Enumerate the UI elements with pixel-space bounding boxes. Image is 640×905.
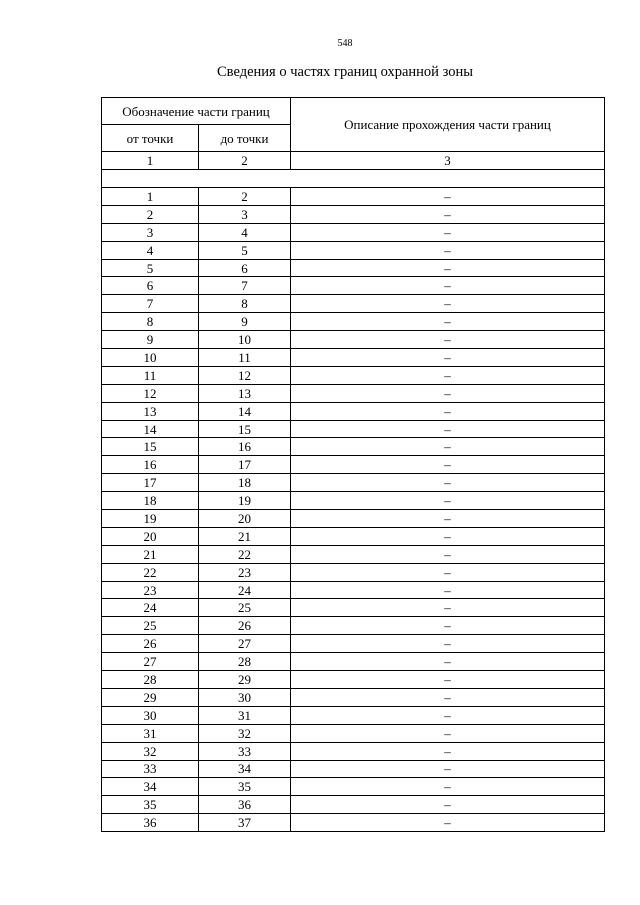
description-cell: – bbox=[291, 653, 605, 671]
header-from-point: от точки bbox=[102, 125, 199, 152]
table-row bbox=[102, 402, 605, 420]
table-row bbox=[102, 599, 605, 617]
table-row bbox=[102, 474, 605, 492]
to-point-cell: 33 bbox=[199, 742, 291, 760]
to-point-cell: 36 bbox=[199, 796, 291, 814]
to-point-cell: 22 bbox=[199, 545, 291, 563]
to-point-cell: 34 bbox=[199, 760, 291, 778]
description-cell: – bbox=[291, 599, 605, 617]
description-cell: – bbox=[291, 259, 605, 277]
from-point-cell: 16 bbox=[102, 456, 199, 474]
table-row bbox=[102, 313, 605, 331]
table-row bbox=[102, 205, 605, 223]
to-point-cell: 31 bbox=[199, 706, 291, 724]
description-cell: – bbox=[291, 349, 605, 367]
description-cell: – bbox=[291, 277, 605, 295]
from-point-cell: 34 bbox=[102, 778, 199, 796]
from-point-cell: 18 bbox=[102, 492, 199, 510]
table-row bbox=[102, 492, 605, 510]
table-row bbox=[102, 688, 605, 706]
table-row bbox=[102, 760, 605, 778]
to-point-cell: 11 bbox=[199, 349, 291, 367]
from-point-cell: 31 bbox=[102, 724, 199, 742]
section-row bbox=[102, 170, 605, 188]
description-cell: – bbox=[291, 742, 605, 760]
description-cell: – bbox=[291, 563, 605, 581]
from-point-cell: 9 bbox=[102, 331, 199, 349]
from-point-cell: 23 bbox=[102, 581, 199, 599]
from-point-cell: 30 bbox=[102, 706, 199, 724]
from-point-cell: 13 bbox=[102, 402, 199, 420]
from-point-cell: 4 bbox=[102, 241, 199, 259]
column-number: 2 bbox=[199, 152, 291, 170]
description-cell: – bbox=[291, 796, 605, 814]
from-point-cell: 1 bbox=[102, 188, 199, 206]
table-row bbox=[102, 563, 605, 581]
table-row bbox=[102, 223, 605, 241]
description-cell: – bbox=[291, 438, 605, 456]
to-point-cell: 7 bbox=[199, 277, 291, 295]
description-cell: – bbox=[291, 474, 605, 492]
table-row bbox=[102, 778, 605, 796]
table-row bbox=[102, 706, 605, 724]
to-point-cell: 9 bbox=[199, 313, 291, 331]
table-row bbox=[102, 545, 605, 563]
table-row bbox=[102, 188, 605, 206]
from-point-cell: 32 bbox=[102, 742, 199, 760]
from-point-cell: 12 bbox=[102, 384, 199, 402]
to-point-cell: 20 bbox=[199, 510, 291, 528]
header-to-point: до точки bbox=[199, 125, 291, 152]
description-cell: – bbox=[291, 402, 605, 420]
page-number: 548 bbox=[337, 38, 353, 49]
to-point-cell: 37 bbox=[199, 814, 291, 832]
to-point-cell: 19 bbox=[199, 492, 291, 510]
description-cell: – bbox=[291, 420, 605, 438]
to-point-cell: 32 bbox=[199, 724, 291, 742]
from-point-cell: 10 bbox=[102, 349, 199, 367]
from-point-cell: 6 bbox=[102, 277, 199, 295]
table-row bbox=[102, 259, 605, 277]
to-point-cell: 15 bbox=[199, 420, 291, 438]
description-cell: – bbox=[291, 188, 605, 206]
to-point-cell: 14 bbox=[199, 402, 291, 420]
to-point-cell: 29 bbox=[199, 671, 291, 689]
table-row bbox=[102, 331, 605, 349]
description-cell: – bbox=[291, 331, 605, 349]
to-point-cell: 30 bbox=[199, 688, 291, 706]
table-row bbox=[102, 241, 605, 259]
from-point-cell: 25 bbox=[102, 617, 199, 635]
to-point-cell: 17 bbox=[199, 456, 291, 474]
to-point-cell: 25 bbox=[199, 599, 291, 617]
to-point-cell: 23 bbox=[199, 563, 291, 581]
from-point-cell: 28 bbox=[102, 671, 199, 689]
to-point-cell: 18 bbox=[199, 474, 291, 492]
header-row bbox=[102, 98, 605, 125]
description-cell: – bbox=[291, 527, 605, 545]
to-point-cell: 5 bbox=[199, 241, 291, 259]
from-point-cell: 29 bbox=[102, 688, 199, 706]
from-point-cell: 20 bbox=[102, 527, 199, 545]
table-row bbox=[102, 527, 605, 545]
table-row bbox=[102, 384, 605, 402]
from-point-cell: 27 bbox=[102, 653, 199, 671]
from-point-cell: 17 bbox=[102, 474, 199, 492]
to-point-cell: 26 bbox=[199, 617, 291, 635]
from-point-cell: 11 bbox=[102, 366, 199, 384]
from-point-cell: 24 bbox=[102, 599, 199, 617]
table-row bbox=[102, 742, 605, 760]
description-cell: – bbox=[291, 205, 605, 223]
table-row bbox=[102, 295, 605, 313]
to-point-cell: 8 bbox=[199, 295, 291, 313]
table-row bbox=[102, 366, 605, 384]
description-cell: – bbox=[291, 724, 605, 742]
table-row bbox=[102, 635, 605, 653]
column-number: 3 bbox=[291, 152, 605, 170]
column-number: 1 bbox=[102, 152, 199, 170]
from-point-cell: 21 bbox=[102, 545, 199, 563]
to-point-cell: 21 bbox=[199, 527, 291, 545]
description-cell: – bbox=[291, 778, 605, 796]
from-point-cell: 22 bbox=[102, 563, 199, 581]
description-cell: – bbox=[291, 492, 605, 510]
table-row bbox=[102, 277, 605, 295]
description-cell: – bbox=[291, 384, 605, 402]
table-row bbox=[102, 349, 605, 367]
table-row bbox=[102, 438, 605, 456]
description-cell: – bbox=[291, 295, 605, 313]
to-point-cell: 4 bbox=[199, 223, 291, 241]
description-cell: – bbox=[291, 688, 605, 706]
from-point-cell: 19 bbox=[102, 510, 199, 528]
table-row bbox=[102, 510, 605, 528]
from-point-cell: 15 bbox=[102, 438, 199, 456]
table-row bbox=[102, 671, 605, 689]
description-cell: – bbox=[291, 581, 605, 599]
description-cell: – bbox=[291, 313, 605, 331]
to-point-cell: 13 bbox=[199, 384, 291, 402]
to-point-cell: 16 bbox=[199, 438, 291, 456]
description-cell: – bbox=[291, 366, 605, 384]
description-cell: – bbox=[291, 760, 605, 778]
from-point-cell: 5 bbox=[102, 259, 199, 277]
to-point-cell: 27 bbox=[199, 635, 291, 653]
description-cell: – bbox=[291, 510, 605, 528]
from-point-cell: 3 bbox=[102, 223, 199, 241]
from-point-cell: 2 bbox=[102, 205, 199, 223]
table-row bbox=[102, 456, 605, 474]
to-point-cell: 35 bbox=[199, 778, 291, 796]
description-cell: – bbox=[291, 814, 605, 832]
document-title: Сведения о частях границ охранной зоны bbox=[217, 64, 473, 80]
section-label bbox=[102, 170, 605, 188]
from-point-cell: 33 bbox=[102, 760, 199, 778]
description-cell: – bbox=[291, 617, 605, 635]
table-row bbox=[102, 420, 605, 438]
to-point-cell: 6 bbox=[199, 259, 291, 277]
description-cell: – bbox=[291, 545, 605, 563]
description-cell: – bbox=[291, 706, 605, 724]
to-point-cell: 2 bbox=[199, 188, 291, 206]
from-point-cell: 26 bbox=[102, 635, 199, 653]
table-row bbox=[102, 796, 605, 814]
table-row bbox=[102, 617, 605, 635]
table-row bbox=[102, 724, 605, 742]
to-point-cell: 24 bbox=[199, 581, 291, 599]
to-point-cell: 28 bbox=[199, 653, 291, 671]
description-cell: – bbox=[291, 456, 605, 474]
to-point-cell: 3 bbox=[199, 205, 291, 223]
header-boundary-designation: Обозначение части границ bbox=[102, 98, 291, 125]
description-cell: – bbox=[291, 223, 605, 241]
from-point-cell: 14 bbox=[102, 420, 199, 438]
description-cell: – bbox=[291, 671, 605, 689]
table-row bbox=[102, 653, 605, 671]
to-point-cell: 12 bbox=[199, 366, 291, 384]
from-point-cell: 7 bbox=[102, 295, 199, 313]
description-cell: – bbox=[291, 635, 605, 653]
from-point-cell: 35 bbox=[102, 796, 199, 814]
table-row bbox=[102, 814, 605, 832]
column-number-row bbox=[102, 152, 605, 170]
to-point-cell: 10 bbox=[199, 331, 291, 349]
from-point-cell: 8 bbox=[102, 313, 199, 331]
boundary-parts-table bbox=[101, 97, 605, 832]
header-description: Описание прохождения части границ bbox=[291, 98, 605, 152]
from-point-cell: 36 bbox=[102, 814, 199, 832]
table-row bbox=[102, 581, 605, 599]
description-cell: – bbox=[291, 241, 605, 259]
